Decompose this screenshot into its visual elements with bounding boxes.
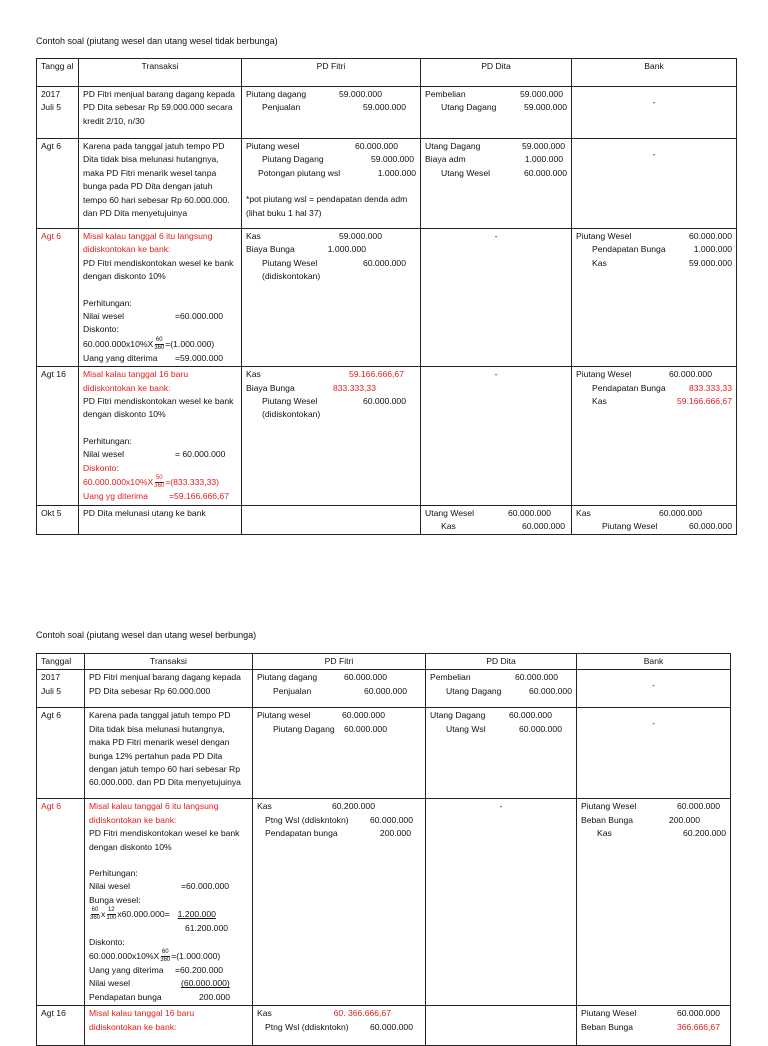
transaction-cell: PD Fitri menjual barang dagang kepada PD Dita sebesar Rp 59.000.000 secara kredit 2/10, n/30 (79, 87, 242, 139)
bank-cell: Piutang Wesel 60.000.000 Pendapatan Bunga 833.333,33 Kas 59.166.666,67 (572, 367, 737, 505)
pd-dita-cell: - (421, 367, 572, 505)
pd-fitri-cell: Piutang wesel 60.000.000 Piutang Dagang 60.000.000 (253, 708, 426, 799)
pd-dita-cell: Utang Dagang 60.000.000 Utang Wsl 60.000.000 (426, 708, 577, 799)
date-cell: Agt 6 (37, 799, 85, 1006)
bank-cell: Piutang Wesel 60.000.000 Beban Bunga 366.666,67 (577, 1006, 731, 1046)
title-with-interest: Contoh soal (piutang wesel dan utang wesel berbunga) (36, 630, 257, 640)
header-pd-fitri: PD Fitri (253, 654, 426, 670)
table-row (37, 1006, 731, 1046)
transaction-cell: Misal kalau tanggal 16 baru didiskontokan ke bank: (85, 1006, 253, 1046)
transaction-cell: PD Fitri menjual barang dagang kepada PD Dita sebesar Rp 60.000.000 (85, 670, 253, 708)
pd-fitri-cell: Piutang dagang 60.000.000 Penjualan 60.000.000 (253, 670, 426, 708)
pd-fitri-cell: Kas 59.000.000 Biaya Bunga 1.000.000 Piutang Wesel 60.000.000 (didiskontokan) (242, 229, 421, 367)
pd-dita-cell: - (426, 799, 577, 1006)
transaction-cell: Karena pada tanggal jatuh tempo PD Dita tidak bisa melunasi hutangnya, maka PD Fitri menarik wesel tanpa bunga pada PD Dita dengan jatuh tempo 60 hari sebesar Rp 60.000.000. dan PD Dita menyetujuinya (79, 139, 242, 229)
pd-dita-cell (426, 1006, 577, 1046)
transaction-cell: PD Dita melunasi utang ke bank (79, 505, 242, 535)
date-cell: Okt 5 (37, 505, 79, 535)
table-row (37, 505, 737, 535)
bank-cell: - (577, 670, 731, 708)
table-header-row (37, 59, 737, 87)
header-pd-fitri: PD Fitri (242, 59, 421, 87)
pd-dita-cell: Pembelian 60.000.000 Utang Dagang 60.000.000 (426, 670, 577, 708)
transaction-cell: Misal kalau tanggal 6 itu langsung didiskontokan ke bank: PD Fitri mendiskontokan wesel ke bank dengan diskonto 10% Perhitungan: Nilai wesel =60.000.000 Bunga wesel: $\frac{60}{360}$ x $\frac{12}{100}$ x60.000.000= 1.200.000 61.200.000 Diskonto: 60.000.000x10%X $\frac{60}{360}$ =(1.000.000) Uang yang diterima =60.200.000 Nilai wesel (60.000.000) Pendapatan bunga 200.000 (85, 799, 253, 1006)
pd-fitri-cell: Kas 60.200.000 Ptng Wsl (ddiskntokn) 60.000.000 Pendapatan bunga 200.000 (253, 799, 426, 1006)
date-cell: Agt 6 (37, 229, 79, 367)
table-row (37, 708, 731, 799)
journal-table-no-interest (36, 58, 737, 535)
journal-table-with-interest (36, 653, 731, 1046)
header-transaction: Transaksi (85, 654, 253, 670)
table-row (37, 799, 731, 1006)
pd-dita-cell: Pembelian 59.000.000 Utang Dagang 59.000.000 (421, 87, 572, 139)
pd-fitri-cell: Kas 59.166.666,67 Biaya Bunga 833.333,33 Piutang Wesel 60.000.000 (didiskontokan) (242, 367, 421, 505)
header-pd-dita: PD Dita (421, 59, 572, 87)
pd-fitri-cell: Kas 60. 366.666,67 Ptng Wsl (ddiskntokn) 60.000.000 (253, 1006, 426, 1046)
table-row (37, 87, 737, 139)
date-cell: Agt 6 (37, 708, 85, 799)
bank-cell: - (572, 87, 737, 139)
date-cell: Agt 6 (37, 139, 79, 229)
bank-cell: Kas 60.000.000 Piutang Wesel 60.000.000 (572, 505, 737, 535)
pd-dita-cell: Utang Dagang 59.000.000 Biaya adm 1.000.000 Utang Wesel 60.000.000 (421, 139, 572, 229)
table-row (37, 670, 731, 708)
header-date: Tanggal (37, 654, 85, 670)
date-cell: 2017 Juli 5 (37, 670, 85, 708)
pd-fitri-cell (242, 505, 421, 535)
header-bank: Bank (572, 59, 737, 87)
header-bank: Bank (577, 654, 731, 670)
header-transaction: Transaksi (79, 59, 242, 87)
bank-cell: - (572, 139, 737, 229)
transaction-cell: Karena pada tanggal jatuh tempo PD Dita tidak bisa melunasi hutangnya, maka PD Fitri menarik wesel dengan bunga 12% pertahun pada PD Dita dengan jatuh tempo 60 hari sebesar Rp 60.000.000. dan PD Dita menyetujuinya (85, 708, 253, 799)
pd-dita-cell: - (421, 229, 572, 367)
pd-fitri-cell: Piutang wesel 60.000.000 Piutang Dagang 59.000.000 Potongan piutang wsl 1.000.000 *pot piutang wsl = pendapatan denda adm (lihat buku 1 hal 37) (242, 139, 421, 229)
bank-cell: Piutang Wesel 60.000.000 Pendapatan Bunga 1.000.000 Kas 59.000.000 (572, 229, 737, 367)
table-row (37, 367, 737, 505)
date-cell: 2017 Juli 5 (37, 87, 79, 139)
header-date: Tangg al (37, 59, 79, 87)
table-row (37, 139, 737, 229)
bank-cell: - (577, 708, 731, 799)
date-cell: Agt 16 (37, 1006, 85, 1046)
pd-dita-cell: Utang Wesel 60.000.000 Kas 60.000.000 (421, 505, 572, 535)
table-header-row (37, 654, 731, 670)
date-cell: Agt 16 (37, 367, 79, 505)
title-no-interest: Contoh soal (piutang wesel dan utang wesel tidak berbunga) (36, 36, 278, 46)
bank-cell: Piutang Wesel 60.000.000 Beban Bunga 200.000 Kas 60.200.000 (577, 799, 731, 1006)
transaction-cell: Misal kalau tanggal 6 itu langsung didiskontokan ke bank: PD Fitri mendiskontokan wesel ke bank dengan diskonto 10% Perhitungan: Nilai wesel =60.000.000 Diskonto: 60.000.000x10%X $\frac{60}{360}$ =(1.000.000) Uang yang diterima =59.000.000 (79, 229, 242, 367)
header-pd-dita: PD Dita (426, 654, 577, 670)
table-row (37, 229, 737, 367)
transaction-cell: Misal kalau tanggal 16 baru didiskontokan ke bank: PD Fitri mendiskontokan wesel ke bank dengan diskonto 10% Perhitungan: Nilai wesel = 60.000.000 Diskonto: 60.000.000x10%X $\frac{50}{360}$ =(833.333,33) Uang yg diterima =59.166.666,67 (79, 367, 242, 505)
pd-fitri-cell: Piutang dagang 59.000.000 Penjualan 59.000.000 (242, 87, 421, 139)
